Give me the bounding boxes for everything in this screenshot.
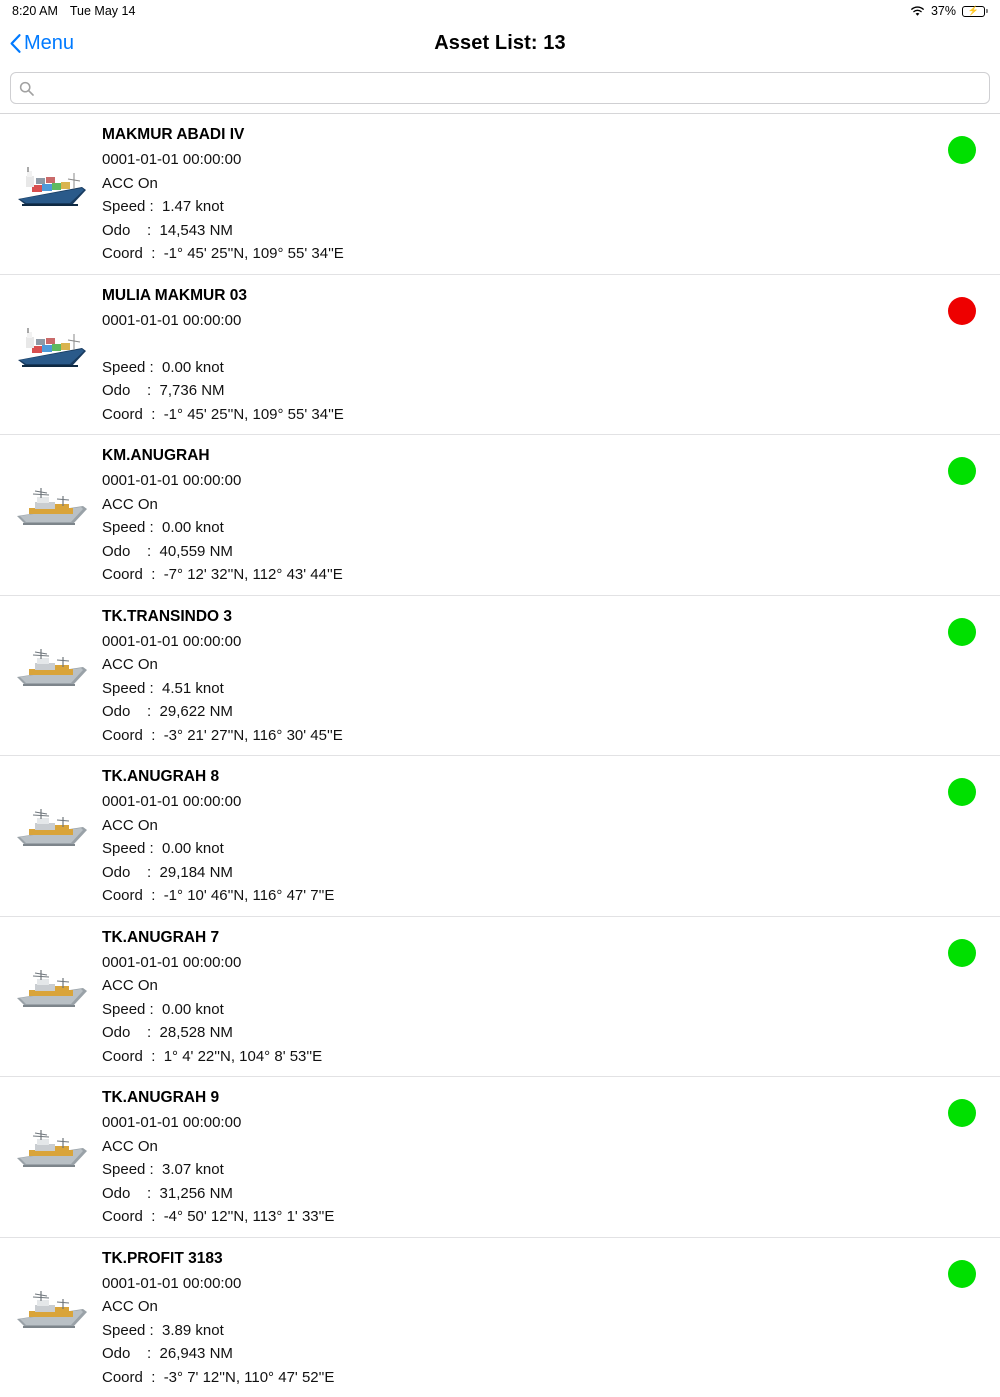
status-badge [948, 297, 976, 325]
table-row[interactable] [0, 1076, 1000, 1237]
search-bar[interactable] [10, 72, 990, 104]
table-row[interactable] [0, 595, 1000, 756]
asset-speed: Speed : 3.89 knot [102, 1319, 1000, 1343]
asset-name: TK.ANUGRAH 7 [102, 928, 1000, 948]
asset-timestamp: 0001-01-01 00:00:00 [102, 1272, 1000, 1296]
asset-timestamp: 0001-01-01 00:00:00 [102, 469, 1000, 493]
tug-boat-icon [0, 1086, 102, 1176]
tug-boat-icon [0, 765, 102, 855]
asset-speed: Speed : 0.00 knot [102, 998, 1000, 1022]
tug-boat-icon [0, 444, 102, 534]
table-row[interactable] [0, 1237, 1000, 1397]
chevron-left-icon [10, 34, 21, 53]
asset-info [102, 926, 1000, 1069]
asset-speed: Speed : 0.00 knot [102, 516, 1000, 540]
back-button-label: Menu [24, 32, 74, 55]
asset-timestamp: 0001-01-01 00:00:00 [102, 630, 1000, 654]
asset-timestamp: 0001-01-01 00:00:00 [102, 1111, 1000, 1135]
table-row[interactable] [0, 274, 1000, 435]
asset-coord: Coord : -3° 21' 27''N, 116° 30' 45''E [102, 724, 1000, 748]
asset-acc-status: ACC On [102, 493, 1000, 517]
battery-icon: ⚡ [962, 6, 988, 17]
asset-info [102, 1086, 1000, 1229]
asset-speed: Speed : 3.07 knot [102, 1158, 1000, 1182]
asset-speed: Speed : 0.00 knot [102, 837, 1000, 861]
table-row[interactable] [0, 916, 1000, 1077]
asset-list [0, 113, 1000, 1397]
asset-speed: Speed : 0.00 knot [102, 356, 1000, 380]
asset-odo: Odo : 14,543 NM [102, 219, 1000, 243]
asset-name: TK.PROFIT 3183 [102, 1249, 1000, 1269]
asset-coord: Coord : -1° 45' 25''N, 109° 55' 34''E [102, 242, 1000, 266]
asset-coord: Coord : -1° 10' 46''N, 116° 47' 7''E [102, 884, 1000, 908]
asset-info [102, 1247, 1000, 1390]
status-badge [948, 1099, 976, 1127]
status-bar [0, 0, 1000, 22]
asset-info [102, 284, 1000, 427]
asset-coord: Coord : -4° 50' 12''N, 113° 1' 33''E [102, 1205, 1000, 1229]
asset-speed: Speed : 1.47 knot [102, 195, 1000, 219]
asset-info [102, 605, 1000, 748]
status-badge [948, 136, 976, 164]
asset-acc-status: ACC On [102, 653, 1000, 677]
asset-acc-status: ACC On [102, 974, 1000, 998]
status-time: 8:20 AM [12, 4, 58, 18]
cargo-ship-icon [0, 284, 102, 378]
table-row[interactable] [0, 755, 1000, 916]
asset-name: MAKMUR ABADI IV [102, 125, 1000, 145]
battery-percent: 37% [931, 4, 956, 18]
back-to-menu-button[interactable] [10, 32, 74, 55]
asset-coord: Coord : 1° 4' 22''N, 104° 8' 53''E [102, 1045, 1000, 1069]
asset-timestamp: 0001-01-01 00:00:00 [102, 148, 1000, 172]
asset-timestamp: 0001-01-01 00:00:00 [102, 951, 1000, 975]
tug-boat-icon [0, 1247, 102, 1337]
asset-name: TK.ANUGRAH 9 [102, 1088, 1000, 1108]
asset-acc-status: ACC On [102, 1295, 1000, 1319]
cargo-ship-icon [0, 123, 102, 217]
asset-speed: Speed : 4.51 knot [102, 677, 1000, 701]
tug-boat-icon [0, 926, 102, 1016]
asset-timestamp: 0001-01-01 00:00:00 [102, 309, 1000, 333]
asset-odo: Odo : 29,184 NM [102, 861, 1000, 885]
status-bar-left [12, 4, 135, 18]
asset-timestamp: 0001-01-01 00:00:00 [102, 790, 1000, 814]
status-badge [948, 1260, 976, 1288]
status-badge [948, 778, 976, 806]
asset-name: MULIA MAKMUR 03 [102, 286, 1000, 306]
asset-odo: Odo : 29,622 NM [102, 700, 1000, 724]
asset-odo: Odo : 31,256 NM [102, 1182, 1000, 1206]
search-icon [19, 81, 34, 96]
asset-acc-status [102, 332, 1000, 356]
status-badge [948, 939, 976, 967]
page-title: Asset List: 13 [0, 32, 1000, 55]
status-date: Tue May 14 [70, 4, 136, 18]
asset-name: TK.TRANSINDO 3 [102, 607, 1000, 627]
table-row[interactable] [0, 113, 1000, 274]
wifi-icon [910, 6, 925, 17]
asset-odo: Odo : 28,528 NM [102, 1021, 1000, 1045]
tug-boat-icon [0, 605, 102, 695]
asset-acc-status: ACC On [102, 172, 1000, 196]
asset-info [102, 444, 1000, 587]
status-bar-right [910, 4, 988, 18]
asset-name: TK.ANUGRAH 8 [102, 767, 1000, 787]
asset-odo: Odo : 7,736 NM [102, 379, 1000, 403]
asset-name: KM.ANUGRAH [102, 446, 1000, 466]
asset-coord: Coord : -1° 45' 25''N, 109° 55' 34''E [102, 403, 1000, 427]
asset-coord: Coord : -7° 12' 32''N, 112° 43' 44''E [102, 563, 1000, 587]
asset-info [102, 765, 1000, 908]
asset-odo: Odo : 26,943 NM [102, 1342, 1000, 1366]
table-row[interactable] [0, 434, 1000, 595]
search-container [0, 64, 1000, 113]
navigation-bar [0, 22, 1000, 64]
asset-coord: Coord : -3° 7' 12''N, 110° 47' 52''E [102, 1366, 1000, 1390]
status-badge [948, 457, 976, 485]
search-input[interactable] [40, 80, 981, 96]
asset-odo: Odo : 40,559 NM [102, 540, 1000, 564]
status-badge [948, 618, 976, 646]
asset-acc-status: ACC On [102, 1135, 1000, 1159]
asset-acc-status: ACC On [102, 814, 1000, 838]
asset-info [102, 123, 1000, 266]
